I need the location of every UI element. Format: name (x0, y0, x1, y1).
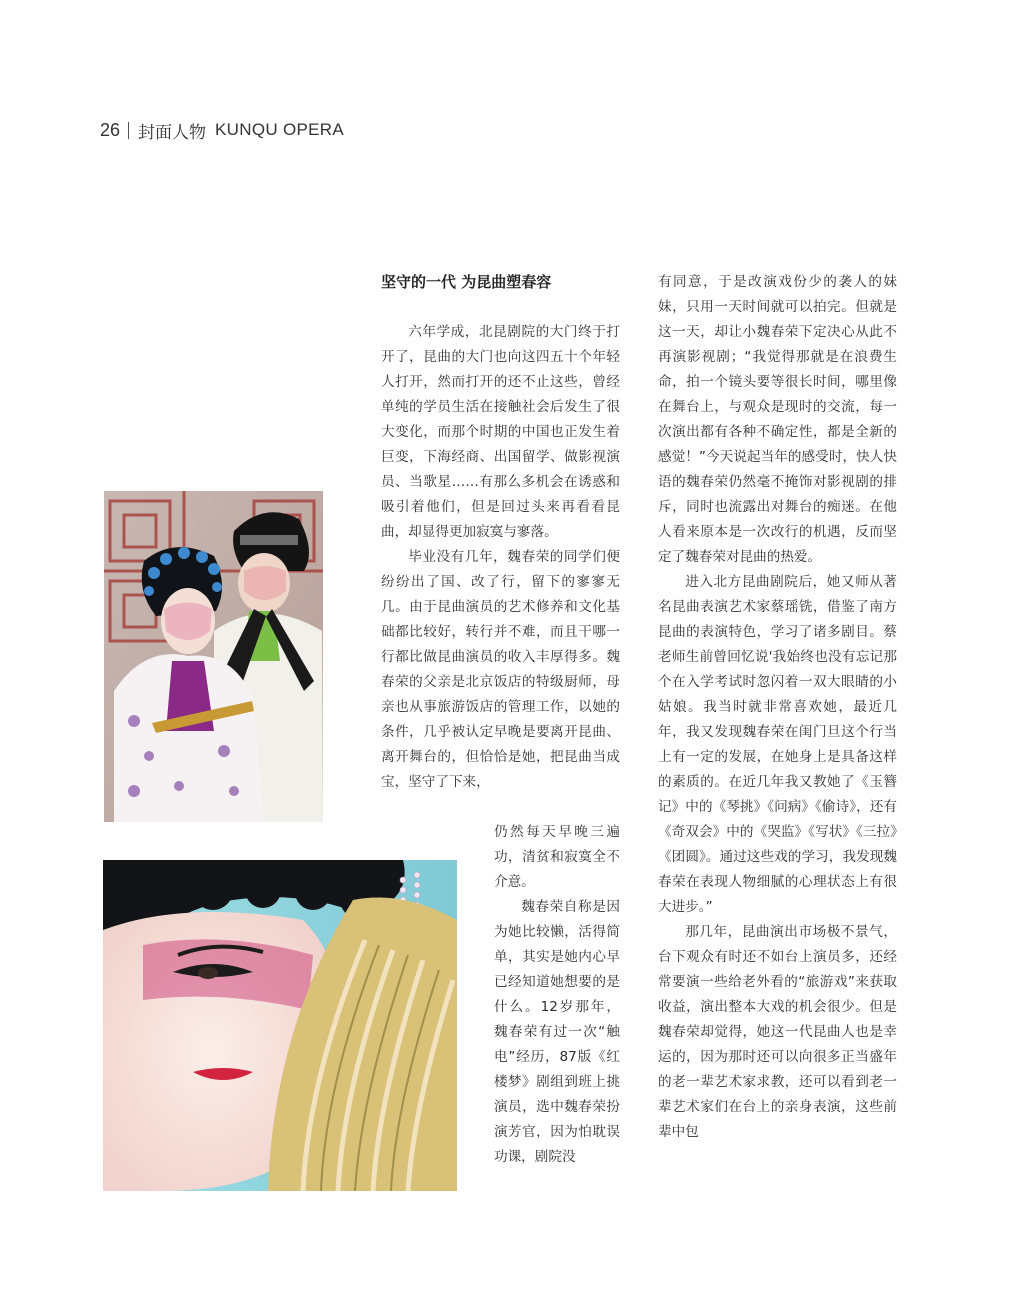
article-column-middle-narrow (494, 820, 620, 1170)
paragraph: 毕业没有几年，魏春荣的同学们便纷纷出了国、改了行，留下的寥寥无几。由于昆曲演员的艺术修养和文化基础都比较好，转行并不难，而且干哪一行都比做昆曲演员的收入丰厚得多。魏春荣的父亲是北京饭店的特级厨师，母亲也从事旅游饭店的管理工作，以她的条件，几乎被认定早晚是要离开昆曲、离开舞台的，但恰恰是她，把昆曲当成宝，坚守了下来， (381, 549, 620, 790)
photo-opera-closeup (103, 860, 457, 1191)
article-column-right (658, 270, 897, 1145)
photo-opera-couple (104, 491, 323, 822)
section-title-en: KUNQU OPERA (215, 120, 344, 139)
page-number: 26 (100, 119, 121, 140)
paragraph: 魏春荣自称是因为她比较懒，活得简单，其实是她内心早已经知道她想要的是什么。12岁那年，魏春荣有过一次“触电”经历，87版《红楼梦》剧组到班上挑演员，选中魏春荣扮演芳官，因为怕耽误功课，剧院没 (494, 899, 620, 1165)
article-heading: 坚守的一代 为昆曲塑春容 (381, 273, 552, 291)
header-divider (128, 122, 129, 139)
paragraph: 进入北方昆曲剧院后，她又师从著名昆曲表演艺术家蔡瑶铣，借鉴了南方昆曲的表演特色，学习了诸多剧目。蔡老师生前曾回忆说'我始终也没有忘记那个在入学考试时忽闪着一双大眼睛的小姑娘。我当时就非常喜欢她，最近几年，我又发现魏春荣在闺门旦这个行当上有一定的发展，在她身上是具备这样的素质的。在近几年我又教她了《玉簪记》中的《琴挑》《问病》《偷诗》，还有《奇双会》中的《哭监》《写状》《三拉》《团圆》。通过这些戏的学习，我发现魏春荣在表现人物细腻的心理状态上有很大进步。” (658, 574, 897, 915)
paragraph: 有同意，于是改演戏份少的袭人的妹妹，只用一天时间就可以拍完。但就是这一天，却让小魏春荣下定决心从此不再演影视剧；“我觉得那就是在浪费生命，拍一个镜头要等很长时间，哪里像在舞台上，与观众是现时的交流，每一次演出都有各种不确定性，都是全新的感觉！”今天说起当年的感受时，快人快语的魏春荣仍然毫不掩饰对影视剧的排斥，同时也流露出对舞台的痴迷。在他人看来原本是一次改行的机遇，反而坚定了魏春荣对昆曲的热爱。 (658, 274, 897, 565)
paragraph: 仍然每天早晚三遍功，清贫和寂寞全不介意。 (494, 824, 620, 890)
section-title-cn: 封面人物 (138, 122, 207, 143)
paragraph: 那几年，昆曲演出市场极不景气，台下观众有时还不如台上演员多，还经常要演一些给老外看的“旅游戏”来获取收益，演出整本大戏的机会很少。但是魏春荣却觉得，她这一代昆曲人也是幸运的，因为那时还可以向很多正当盛年的老一辈艺术家求教，还可以看到老一辈艺术家们在台上的亲身表演，这些前辈中包 (658, 924, 897, 1140)
article-column-middle (381, 270, 620, 795)
paragraph: 六年学成，北昆剧院的大门终于打开了，昆曲的大门也向这四五十个年轻人打开，然而打开的还不止这些，曾经单纯的学员生活在接触社会后发生了很大变化，而那个时期的中国也正发生着巨变，下海经商、出国留学、做影视演员、当歌星……有那么多机会在诱惑和吸引着他们，但是回过头来再看看昆曲，却显得更加寂寞与寥落。 (381, 324, 620, 540)
page-header (100, 118, 344, 142)
